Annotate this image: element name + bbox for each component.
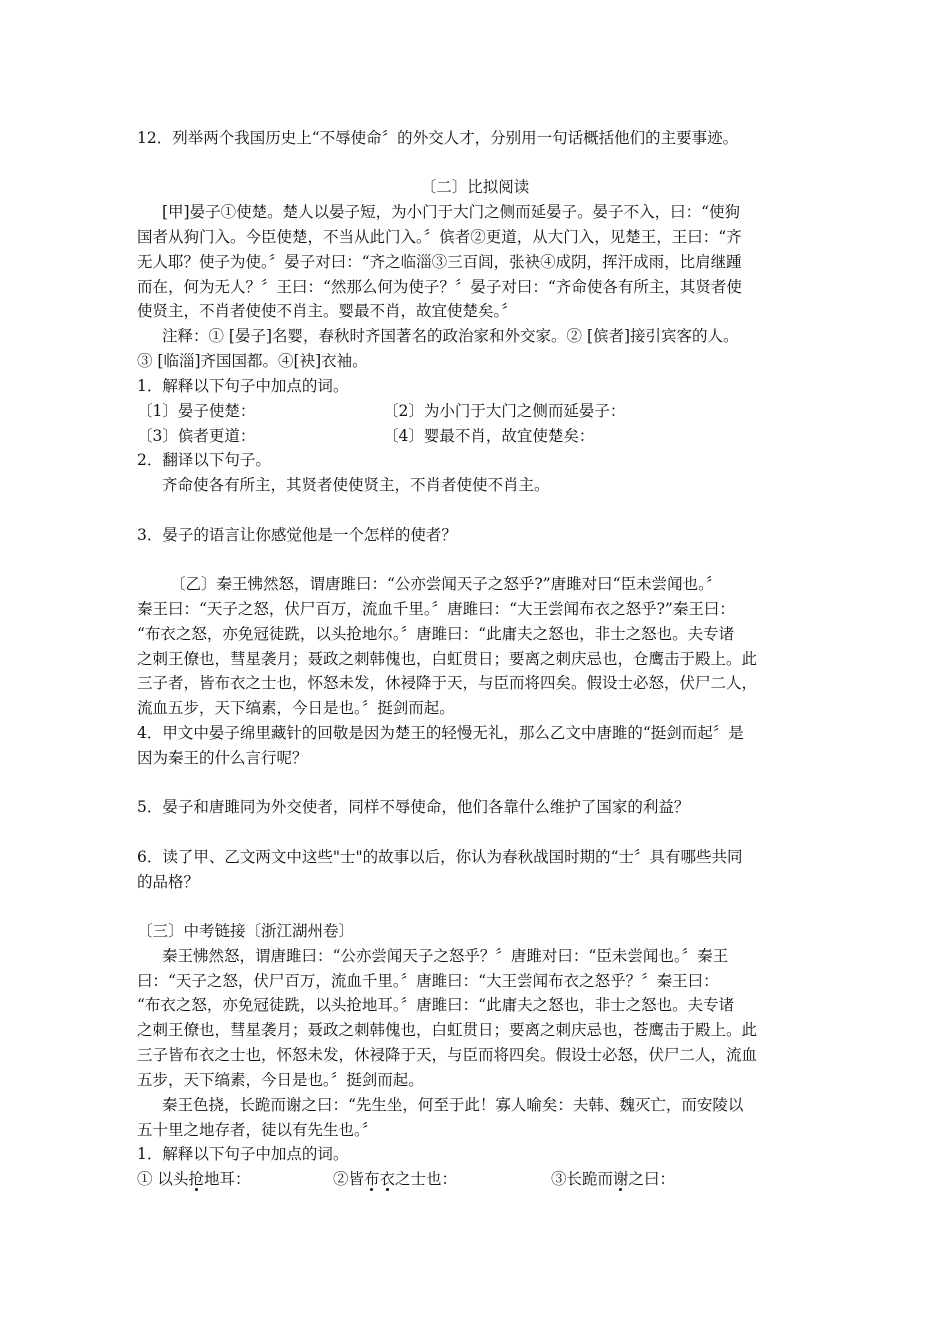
passage-3-line: 之刺王僚也，彗星袭月；聂政之刺韩傀也，白虹贯日；要离之刺庆忌也，苍鹰击于殿上。此 <box>137 1021 758 1039</box>
question-2-sentence: 齐命使各有所主，其贤者使使贤主，不肖者使使不肖主。 <box>162 476 550 494</box>
dotted-char: 抢 <box>188 1170 204 1188</box>
passage-yi-line: 之刺王僚也，彗星袭月；聂政之刺韩傀也，白虹贯日；要离之刺庆忌也，仓鹰击于殿上。此 <box>137 650 758 668</box>
question-12: 12．列举两个我国历史上“不辱使命〞的外交人才，分别用一句话概括他们的主要事迹。 <box>137 129 739 147</box>
passage-jia-line: [甲]晏子①使楚。楚人以晏子短，为小门于大门之侧而延晏子。晏子不入，曰：“使狗 <box>162 203 741 221</box>
passage-3-line: 五步，天下缟素，今日是也。〞挺剑而起。 <box>137 1071 424 1089</box>
passage-yi-line: “布衣之怒，亦免冠徒跣，以头抢地尔。〞唐雎曰：“此庸夫之怒也，非士之怒也。夫专诸 <box>137 625 735 643</box>
question-2-title: 2．翻译以下句子。 <box>137 451 271 469</box>
passage-3-line: 曰：“天子之怒，伏尸百万，流血千里。〞唐雎曰：“大王尝闻布衣之怒乎？〞秦王曰： <box>137 972 719 990</box>
question-1-item: 〔2〕为小门于大门之侧而延晏子： <box>383 402 626 420</box>
question-1-item: 〔1〕晏子使楚： <box>137 402 256 420</box>
passage-3b-line: 秦王色挠，长跪而谢之曰：“先生坐，何至于此！寡人喻矣：夫韩、魏灭亡，而安陵以 <box>162 1096 744 1114</box>
notes-line: 注释：① [晏子]名婴，春秋时齐国著名的政治家和外交家。② [傧者]接引宾客的人。 <box>162 327 739 345</box>
dotted-char: 谢 <box>613 1170 629 1188</box>
passage-yi-line: 秦王曰：“天子之怒，伏尸百万，流血千里。〞唐雎曰：“大王尝闻布衣之怒乎?”秦王曰： <box>137 600 735 618</box>
question-1b-item-a: ① 以头抢地耳： <box>137 1170 251 1188</box>
question-1b-item-b: ②皆布衣之士也： <box>333 1170 458 1188</box>
question-4-line: 因为秦王的什么言行呢？ <box>137 749 308 767</box>
question-1-item: 〔4〕婴最不肖，故宜使楚矣： <box>383 427 595 445</box>
question-6-line: 的品格？ <box>137 873 200 891</box>
question-6-line: 6．读了甲、乙文两文中这些"士"的故事以后，你认为春秋战国时期的“士〞具有哪些共同 <box>137 848 743 866</box>
passage-3b-line: 五十里之地存者，徒以有先生也。〞 <box>137 1121 378 1139</box>
question-1-title: 1．解释以下句子中加点的词。 <box>137 377 349 395</box>
passage-jia-line: 而在，何为无人？〞王曰：“然那么何为使子？〞晏子对曰：“齐命使各有所主，其贤者使 <box>137 278 742 296</box>
question-1b-item-c: ③长跪而谢之曰： <box>551 1170 676 1188</box>
passage-jia-line: 使贤主，不肖者使使不肖主。婴最不肖，故宜使楚矣。〞 <box>137 302 517 320</box>
section-3-title: 〔三〕中考链接〔浙江湖州卷〕 <box>137 922 355 940</box>
question-1-item: 〔3〕傧者更道： <box>137 427 256 445</box>
passage-jia-line: 无人耶？使子为使。〞晏子对曰：“齐之临淄③三百闾，张袂④成阴，挥汗成雨，比肩继踵 <box>137 253 742 271</box>
dotted-char: 布 <box>364 1170 380 1188</box>
passage-3-line: “布衣之怒，亦免冠徒跣，以头抢地耳。〞唐雎曰：“此庸夫之怒也，非士之怒也。夫专诸 <box>137 996 735 1014</box>
question-4-line: 4．甲文中晏子绵里藏针的回敬是因为楚王的轻慢无礼，那么乙文中唐雎的“挺剑而起〞是 <box>137 724 744 742</box>
question-1b-title: 1．解释以下句子中加点的词。 <box>137 1145 349 1163</box>
passage-3-line: 秦王怫然怒，谓唐雎曰：“公亦尝闻天子之怒乎？〞唐雎对曰：“臣未尝闻也。〞秦王 <box>162 947 729 965</box>
question-5: 5．晏子和唐雎同为外交使者，同样不辱使命，他们各靠什么维护了国家的利益？ <box>137 798 690 816</box>
dotted-char: 衣 <box>379 1170 396 1188</box>
passage-yi-line: 〔乙〕秦王怫然怒，谓唐雎曰：“公亦尝闻天子之怒乎?”唐雎对曰“臣未尝闻也。〞 <box>170 575 722 593</box>
question-3: 3．晏子的语言让你感觉他是一个怎样的使者？ <box>137 526 457 544</box>
section-2-title: 〔二〕比拟阅读 <box>420 178 530 196</box>
notes-line: ③ [临淄]齐国国都。④[袂]衣袖。 <box>137 352 368 370</box>
passage-yi-line: 流血五步，天下缟素，今日是也。〞挺剑而起。 <box>137 699 455 717</box>
passage-jia-line: 国者从狗门入。今臣使楚，不当从此门入。〞傧者②更道，从大门入，见楚王，王曰：“齐 <box>137 228 742 246</box>
passage-3-line: 三子皆布衣之士也，怀怒未发，休祲降于天，与臣而将四矣。假设士必怒，伏尸二人，流血 <box>137 1046 758 1064</box>
passage-yi-line: 三子者，皆布衣之士也，怀怒未发，休祲降于天，与臣而将四矣。假设士必怒，伏尸二人， <box>137 674 758 692</box>
